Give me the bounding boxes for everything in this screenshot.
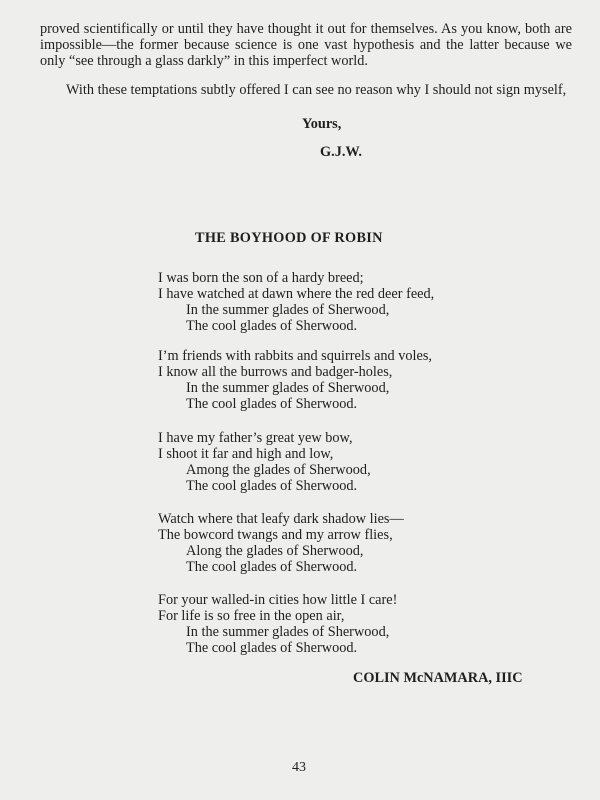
letter-paragraph-1: proved scientifically or until they have thought it out for themselves. As you know, both are impossible—the former because science is one vast hypothesis and the latter because we only “see through a glass darkly” in this imperfect world.: [40, 21, 572, 69]
poem-refrain-line: The cool glades of Sherwood.: [186, 318, 358, 334]
poem-line: I’m friends with rabbits and squirrels and voles,: [158, 348, 432, 364]
poem-refrain-line: The cool glades of Sherwood.: [186, 640, 358, 656]
poem-stanza: [158, 348, 432, 412]
page-number: 43: [292, 760, 306, 775]
poem-stanza: [158, 511, 404, 575]
poem-line: The bowcord twangs and my arrow flies,: [158, 527, 393, 543]
poem-stanza: [158, 270, 434, 334]
poem-stanza: [158, 430, 371, 494]
letter-closing: Yours,: [302, 116, 342, 132]
poem-line: I shoot it far and high and low,: [158, 446, 334, 462]
poem-stanza: [158, 592, 397, 656]
poem-refrain-line: In the summer glades of Sherwood,: [186, 624, 390, 640]
poem-line: I was born the son of a hardy breed;: [158, 270, 364, 286]
poem-refrain-line: In the summer glades of Sherwood,: [186, 302, 390, 318]
poem-refrain-line: The cool glades of Sherwood.: [186, 559, 358, 575]
poem-title: THE BOYHOOD OF ROBIN: [195, 230, 383, 246]
poem-refrain-line: The cool glades of Sherwood.: [186, 478, 358, 494]
poem-line: Watch where that leafy dark shadow lies—: [158, 511, 404, 527]
poem-refrain-line: Among the glades of Sherwood,: [186, 462, 371, 478]
poem-refrain-line: Along the glades of Sherwood,: [186, 543, 364, 559]
poem-line: I have my father’s great yew bow,: [158, 430, 353, 446]
poem-line: For life is so free in the open air,: [158, 608, 345, 624]
poem-author: COLIN McNAMARA, IIIC: [353, 670, 523, 686]
poem-line: For your walled-in cities how little I care!: [158, 592, 398, 608]
poem-line: I know all the burrows and badger-holes,: [158, 364, 393, 380]
poem-line: I have watched at dawn where the red deer feed,: [158, 286, 435, 302]
letter-signature: G.J.W.: [320, 144, 362, 160]
letter-paragraph-2: With these temptations subtly offered I can see no reason why I should not sign myself,: [66, 82, 567, 98]
poem-refrain-line: In the summer glades of Sherwood,: [186, 380, 390, 396]
poem-refrain-line: The cool glades of Sherwood.: [186, 396, 358, 412]
